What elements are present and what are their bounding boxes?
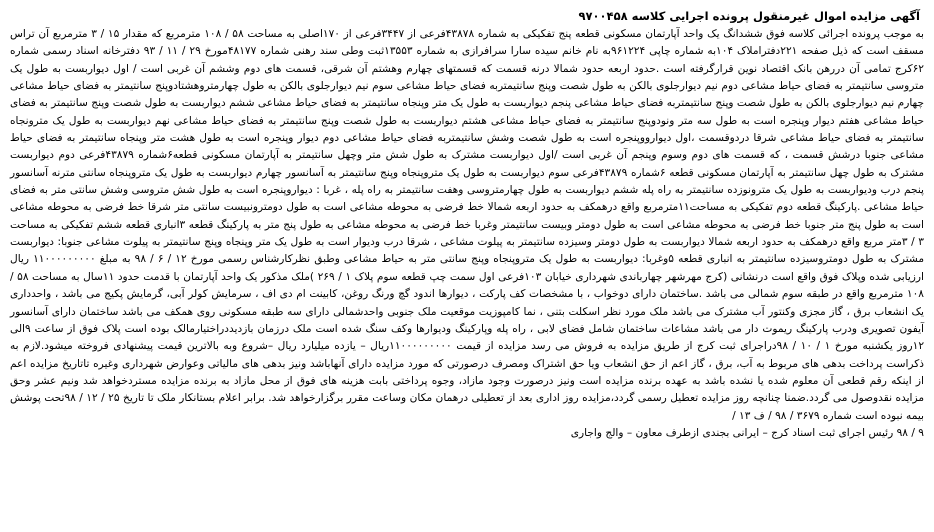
notice-body: به موجب پرونده اجرائی کلاسه فوق ششدانگ یک واحد آپارتمان مسکونی قطعه پنج تفکیکی به شماره ۴۳۸۷۸فرعی از ۳۴۴۷فرعی از ۱۷۰اصلی به مساحت ۵۸ / ۱۰۸ مترمربع که مقدار ۱۵ / ۳ مترمربع آن تراس مسقف است که ذیل صفحه ۲۲۱دفتراملاک ۱۰۴به شماره چاپی ۹۶۱۲۲۴به نام خانم سیده سارا سرافرازی به شماره ۱۳۵۵۳ثبت وطی سند رهنی شماره ۴۸۱۷۷مورخ ۲۹ / ۱۱ / ۹۳ دفترخانه اسناد رسمی شماره ۶۲کرج تمامی آن دررهن بانک اقتصاد نوین قرارگرفته است .حدود اربعه حدود شمالا درنه قسمت که قسمتهای چهارم وهشتم آن شرقی، قسمت های دوم وششم آن غربی است / اول دیواربست به طول یک متروسی سانتیمتر به فضای حیاط مشاعی دوم نیم دیوارجلوی بالکن به طول شصت وپنج سانتیمتربه فضای حیاط مشاعی سوم نیم دیوارجلوی بالکن به طول چهارمتروهشتادوپنج سانتیمتر به فضای حیاط مشاعی چهارم نیم دیوارجلوی بالکن به طول شصت وپنج سانتیمتربه فضای حیاط مشاعی پنجم دیواربست به طول یک متر وپنجاه سانتیمتر به فضای حیاط مشاعی ششم دیواربست به طول شصت وپنج سانتیمتر به فضای حیاط مشاعی هفتم دیوار وپنجره است به طول سه متر ونودوپنج سانتیمتر به فضای حیاط مشاعی هشتم دیواربست به طول شصت وپنج سانتیمتر به فضای حیاط مشاعی نهم دیواربست به طول یک مترونجاه سانتیمتر به فضای حیاط مشاعی شرقا دردوقسمت ،اول دیوارووپنجره است به طول شصت وشش سانتیمتربه فضای حیاط مشاعی دوم دیوار وپنجره است به طول هشت متر وپنجاه سانتیمتر به فضای حیاط مشاعی جنوبا درشش قسمت ، که قسمت های دوم وسوم وپنجم آن غربی است /اول دیواربست مشترک به طول شش متر وچهل سانتیمتر به آپارتمان مسکونی قطعه۶شماره ۴۳۸۷۹فرعی دوم دیواربست مشترک به طول چهل سانتیمتر به آپارتمان مسکونی قطعه ۶شماره ۴۳۸۷۹فرعی سوم دیواربست به طول یک متروپنجاه وپنج سانتیمتر به آسانسور چهارم دیواربست به طول یک متروپنجاه سانتی مترنه آسانسور پنجم درب ودیواربست به طول یک مترونوزده سانتیمتر به راه پله ششم دیواربست به طول چهارمتروسی وهفت سانتیمتر به راه پله ، غربا : دیواروپنجره است به طول شش متروسی وشش سانتی متر به فضای حیاط مشاعی .پارکینگ قطعه دوم تفکیکی به مساحت۱۱مترمربع واقع درهمکف به حدود اربعه شمالا خط فرضی به محوطه مشاعی است به طول دومترونبیست سانتی متر شرقا خط فرضی به محوطه مشاعی است به طول پنج متر جنوبا خط فرضی به محوطه مشاعی است به طول دومتر وبیست سانتیمتر وغربا خط فرضی به محوطه مشاعی به طول پنج متر به پارکینگ قطعه ۳انباری قطعه ششم تفکیکی به مساحت ۳ / ۳متر مربع واقع درهمکف به حدود اربعه شمالا دیواربست به طول دومتر وسیزده سانتیمتر به پیلوت مشاعی ، شرقا درب ودیوار است به طول یک متر وپنجاه وپنج سانتیمتر به پیلوت مشاعی جنوبا: دیواربست مشترک به طول دومتروسیزده سانتیمتر به انباری قطعه ۵وغربا: دیواربست به طول یک متروپنجاه وپنج سانتی متر به حیاط مشاعی وطبق نظرکارشناس رسمی مورخ ۱۲ / ۶ / ۹۸ به مبلغ ۱۱۰۰۰۰۰۰۰۰۰ ریال ارزیابی شده وپلاک فوق واقع است درنشانی (کرج مهرشهر چهارباندی شهرداری خیابان ۱۰۳فرعی اول سمت چپ قطعه سوم پلاک ۱ / ۲۶۹ )ملک مذکور یک واحد آپارتمان با قدمت حدود ۱۱سال به مساحت ۵۸ / ۱۰۸ مترمربع واقع در طبقه سوم شمالی می باشد .ساختمان دارای دوخواب ، با مشخصات کف پارکت ، دیوارها اندود گچ ورنگ روغن، کابینت ام دی اف ، سرمایش کولر آبی، گرمایش پکیج می باشد ، واحدداری یک انشعاب برق ، گاز مجزی وکنتور آب مشترک می باشد ملک مورد نظر اسکلت بتنی ، نما کامپوزیت موقعیت ملک جنوبی واحدشمالی دارای سه طبقه مسکونی روی همکف می باشد ساختمان دارای آسانسور آیفون تصویری ودرب پارکینگ ریموت دار می باشد مشاعات ساختمان شامل فضای لابی ، راه پله وپارکینگ ودیوارها وکف سنگ شده است ملک درزمان بازدیددراختیارمالک بوده است پلاک فوق از ساعت ۹الی ۱۲روز یکشنبه مورخ ۱ / ۱۰ / ۹۸دراجرای ثبت کرج از طریق مزایده به فروش می رسد مزایده از قیمت ۱۱۰۰۰۰۰۰۰۰۰ریال – یازده میلیارد ریال –شروع وبه بالاترین قیمت پیشنهادی فروخته میشود.لازم به ذکراست پرداخت بدهی های مربوط به آب، برق ، گاز اعم از حق انشعاب ویا حق اشتراک ومصرف درصورتی که مورد مزایده دارای آنهاباشد ونیز بدهی های مالیاتی وعوارض شهرداری وغیره تاتاریخ مزایده اعم از اینکه رقم قطعی آن معلوم شده یا نشده باشد به عهده برنده مزایده است ونیز درصورت وجود مازاد، وجوه پرداختی بابت هزینه های فوق از محل مازاد به برنده مزایده مستردخواهد شد ونیم عشر وحق مزایده نقدوصول می گردد.ضمنا چنانچه روز مزایده تعطیل رسمی گردد،مزایده روز اداری بعد از تعطیلی درهمان مکان وساعت مقرر برگزارخواهد شد. برابر اعلام بستانکار ملک تا تاریخ ۲۵ / ۱۲ / ۹۸تحت پوشش بیمه نبوده است شماره ۳۶۷۹ / ۹۸ / ف ۱۳ /	[10, 28, 925, 422]
notice-footer: ۹ / ۹۸ رئیس اجرای ثبت اسناد کرج – ایرانی بجندی ازطرف معاون – والج واجاری	[570, 426, 924, 439]
notice-title: آگهی مزایده اموال غیرمنقول پرونده اجرایی کلاسه ۹۷۰۰۴۵۸	[578, 9, 920, 23]
